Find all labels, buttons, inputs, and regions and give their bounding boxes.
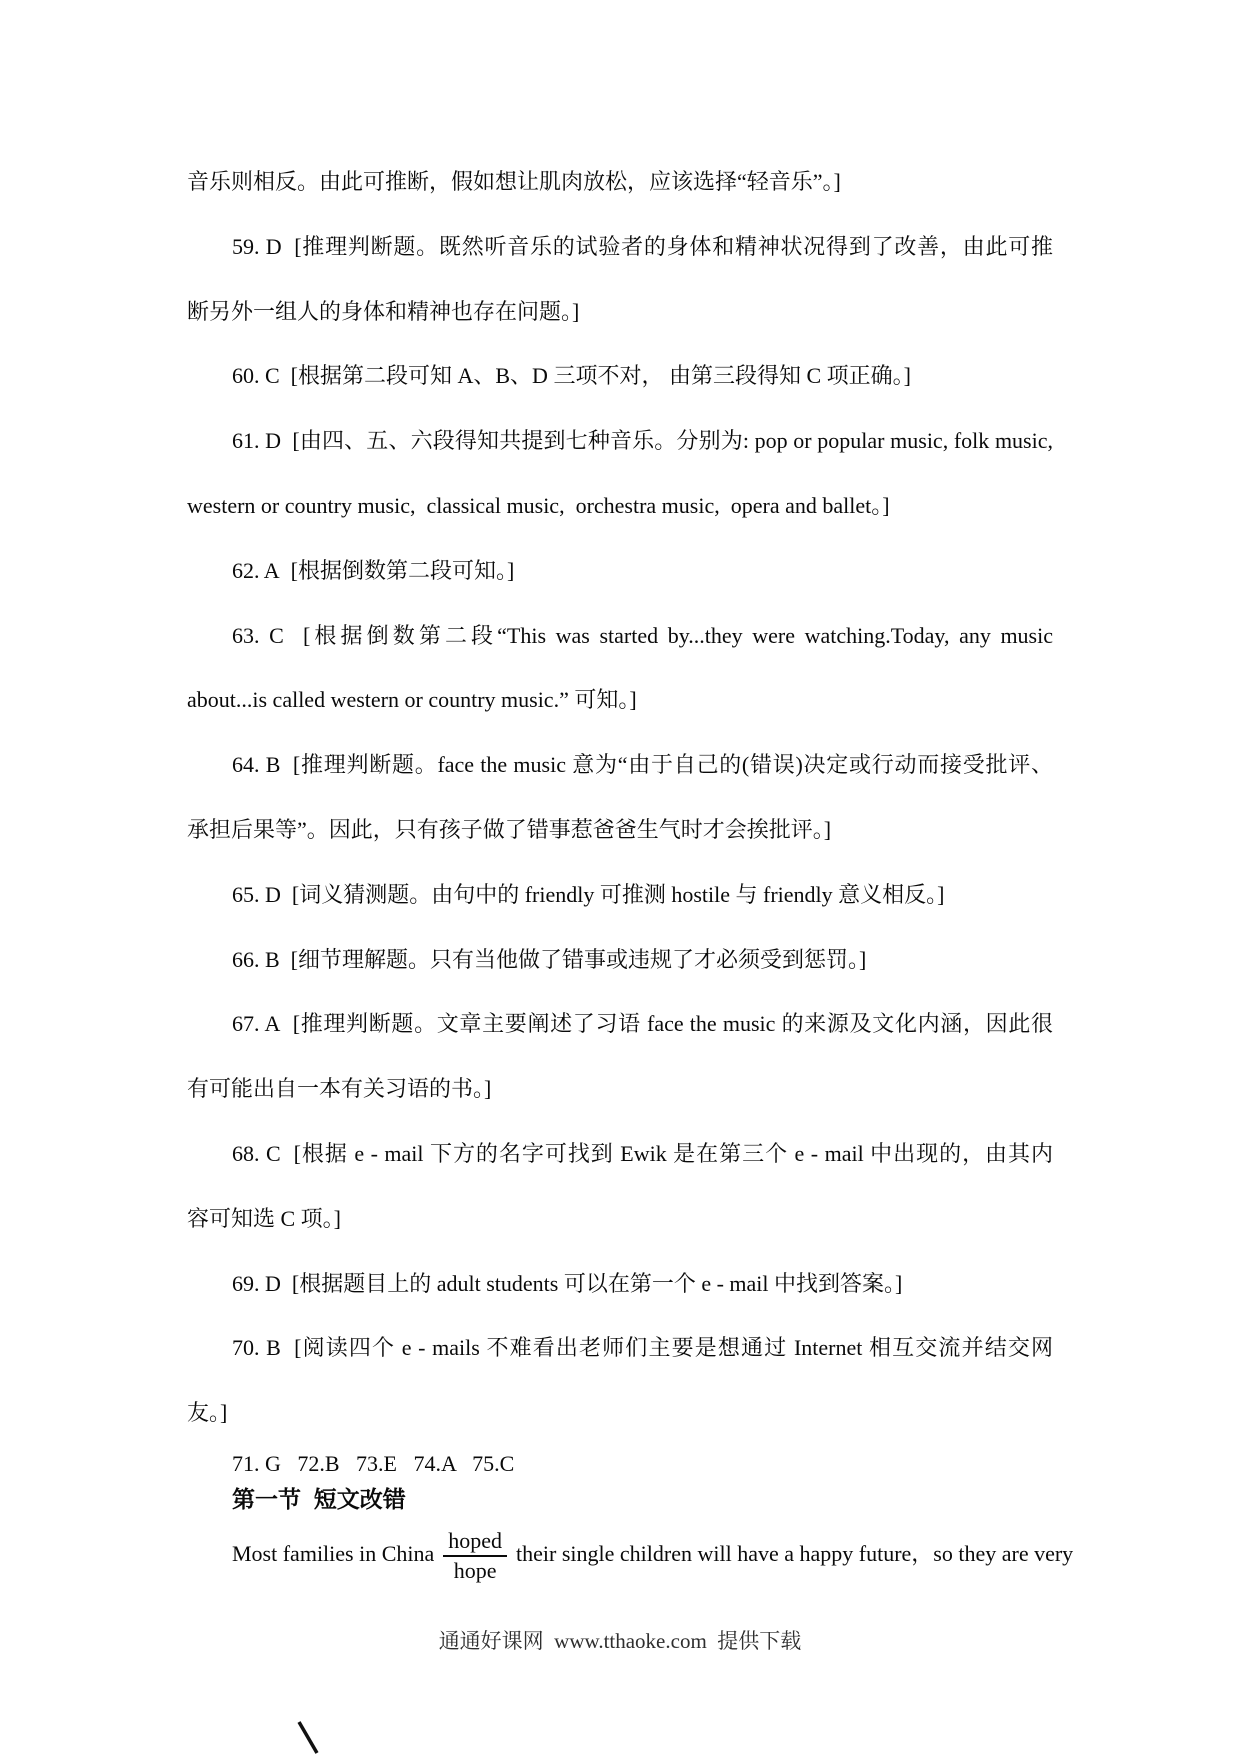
doc-line-63: 63. C [根据倒数第二段“This was started by...they were watching.Today, any music — [232, 622, 1053, 648]
doc-line-60: 60. C [根据第二段可知 A、B、D 三项不对， 由第三段得知 C 项正确。] — [232, 363, 911, 389]
doc-line-64-cont: 承担后果等”。因此，只有孩子做了错事惹爸爸生气时才会挨批评。] — [187, 816, 832, 842]
doc-line-64: 64. B [推理判断题。face the music 意为“由于自己的(错误)决定或行动而接受批评、 — [232, 752, 1053, 778]
doc-line-69: 69. D [根据题目上的 adult students 可以在第一个 e - mail 中找到答案。] — [232, 1270, 903, 1296]
correction-text-before: Most families in China — [232, 1540, 435, 1566]
doc-line-68-cont: 容可知选 C 项。] — [187, 1205, 342, 1231]
answer-key-content — [187, 150, 1074, 1586]
doc-line-63-cont: about...is called western or country music.” 可知。] — [187, 687, 637, 713]
answers-71-75-row: 71. G 72.B 73.E 74.A 75.C — [232, 1450, 515, 1476]
doc-line-59-cont: 断另外一组人的身体和精神也存在问题。] — [187, 298, 580, 324]
correction-fraction — [443, 1528, 507, 1584]
doc-line-67: 67. A [推理判断题。文章主要阐述了习语 face the music 的来源及文化内涵，因此很 — [232, 1011, 1053, 1037]
correction-right-word: hope — [453, 1557, 497, 1583]
doc-line-61-cont: western or country music, classical music, orchestra music, opera and ballet。] — [187, 492, 890, 518]
doc-line-68: 68. C [根据 e - mail 下方的名字可找到 Ewik 是在第三个 e - mail 中出现的，由其内 — [232, 1140, 1053, 1166]
section-heading-error-correction: 第一节 短文改错 — [232, 1485, 406, 1512]
doc-line-67-cont: 有可能出自一本有关习语的书。] — [187, 1076, 492, 1102]
doc-line-58-cont: 音乐则相反。由此可推断，假如想让肌肉放松，应该选择“轻音乐”。] — [187, 169, 841, 194]
doc-line-65: 65. D [词义猜测题。由句中的 friendly 可推测 hostile 与 friendly 意义相反。] — [232, 881, 945, 907]
correction-wrong-word: hoped — [443, 1528, 507, 1557]
site-watermark-footer: 通通好课网 www.tthaoke.com 提供下载 — [438, 1629, 802, 1653]
doc-line-70: 70. B [阅读四个 e - mails 不难看出老师们主要是想通过 Internet 相互交流并结交网 — [232, 1335, 1053, 1361]
doc-line-62: 62. A [根据倒数第二段可知。] — [232, 557, 515, 583]
pen-stroke-mark — [296, 1720, 322, 1754]
doc-line-59: 59. D [推理判断题。既然听音乐的试验者的身体和精神状况得到了改善，由此可推 — [232, 233, 1053, 259]
correction-text-after: their single children will have a happy future，so they are very — [516, 1540, 1074, 1566]
error-correction-sentence — [187, 1522, 1074, 1586]
doc-line-66: 66. B [细节理解题。只有当他做了错事或违规了才必须受到惩罚。] — [232, 946, 867, 972]
doc-line-70-cont: 友。] — [187, 1400, 228, 1426]
doc-line-61: 61. D [由四、五、六段得知共提到七种音乐。分别为: pop or popular music, folk music, — [232, 428, 1053, 454]
